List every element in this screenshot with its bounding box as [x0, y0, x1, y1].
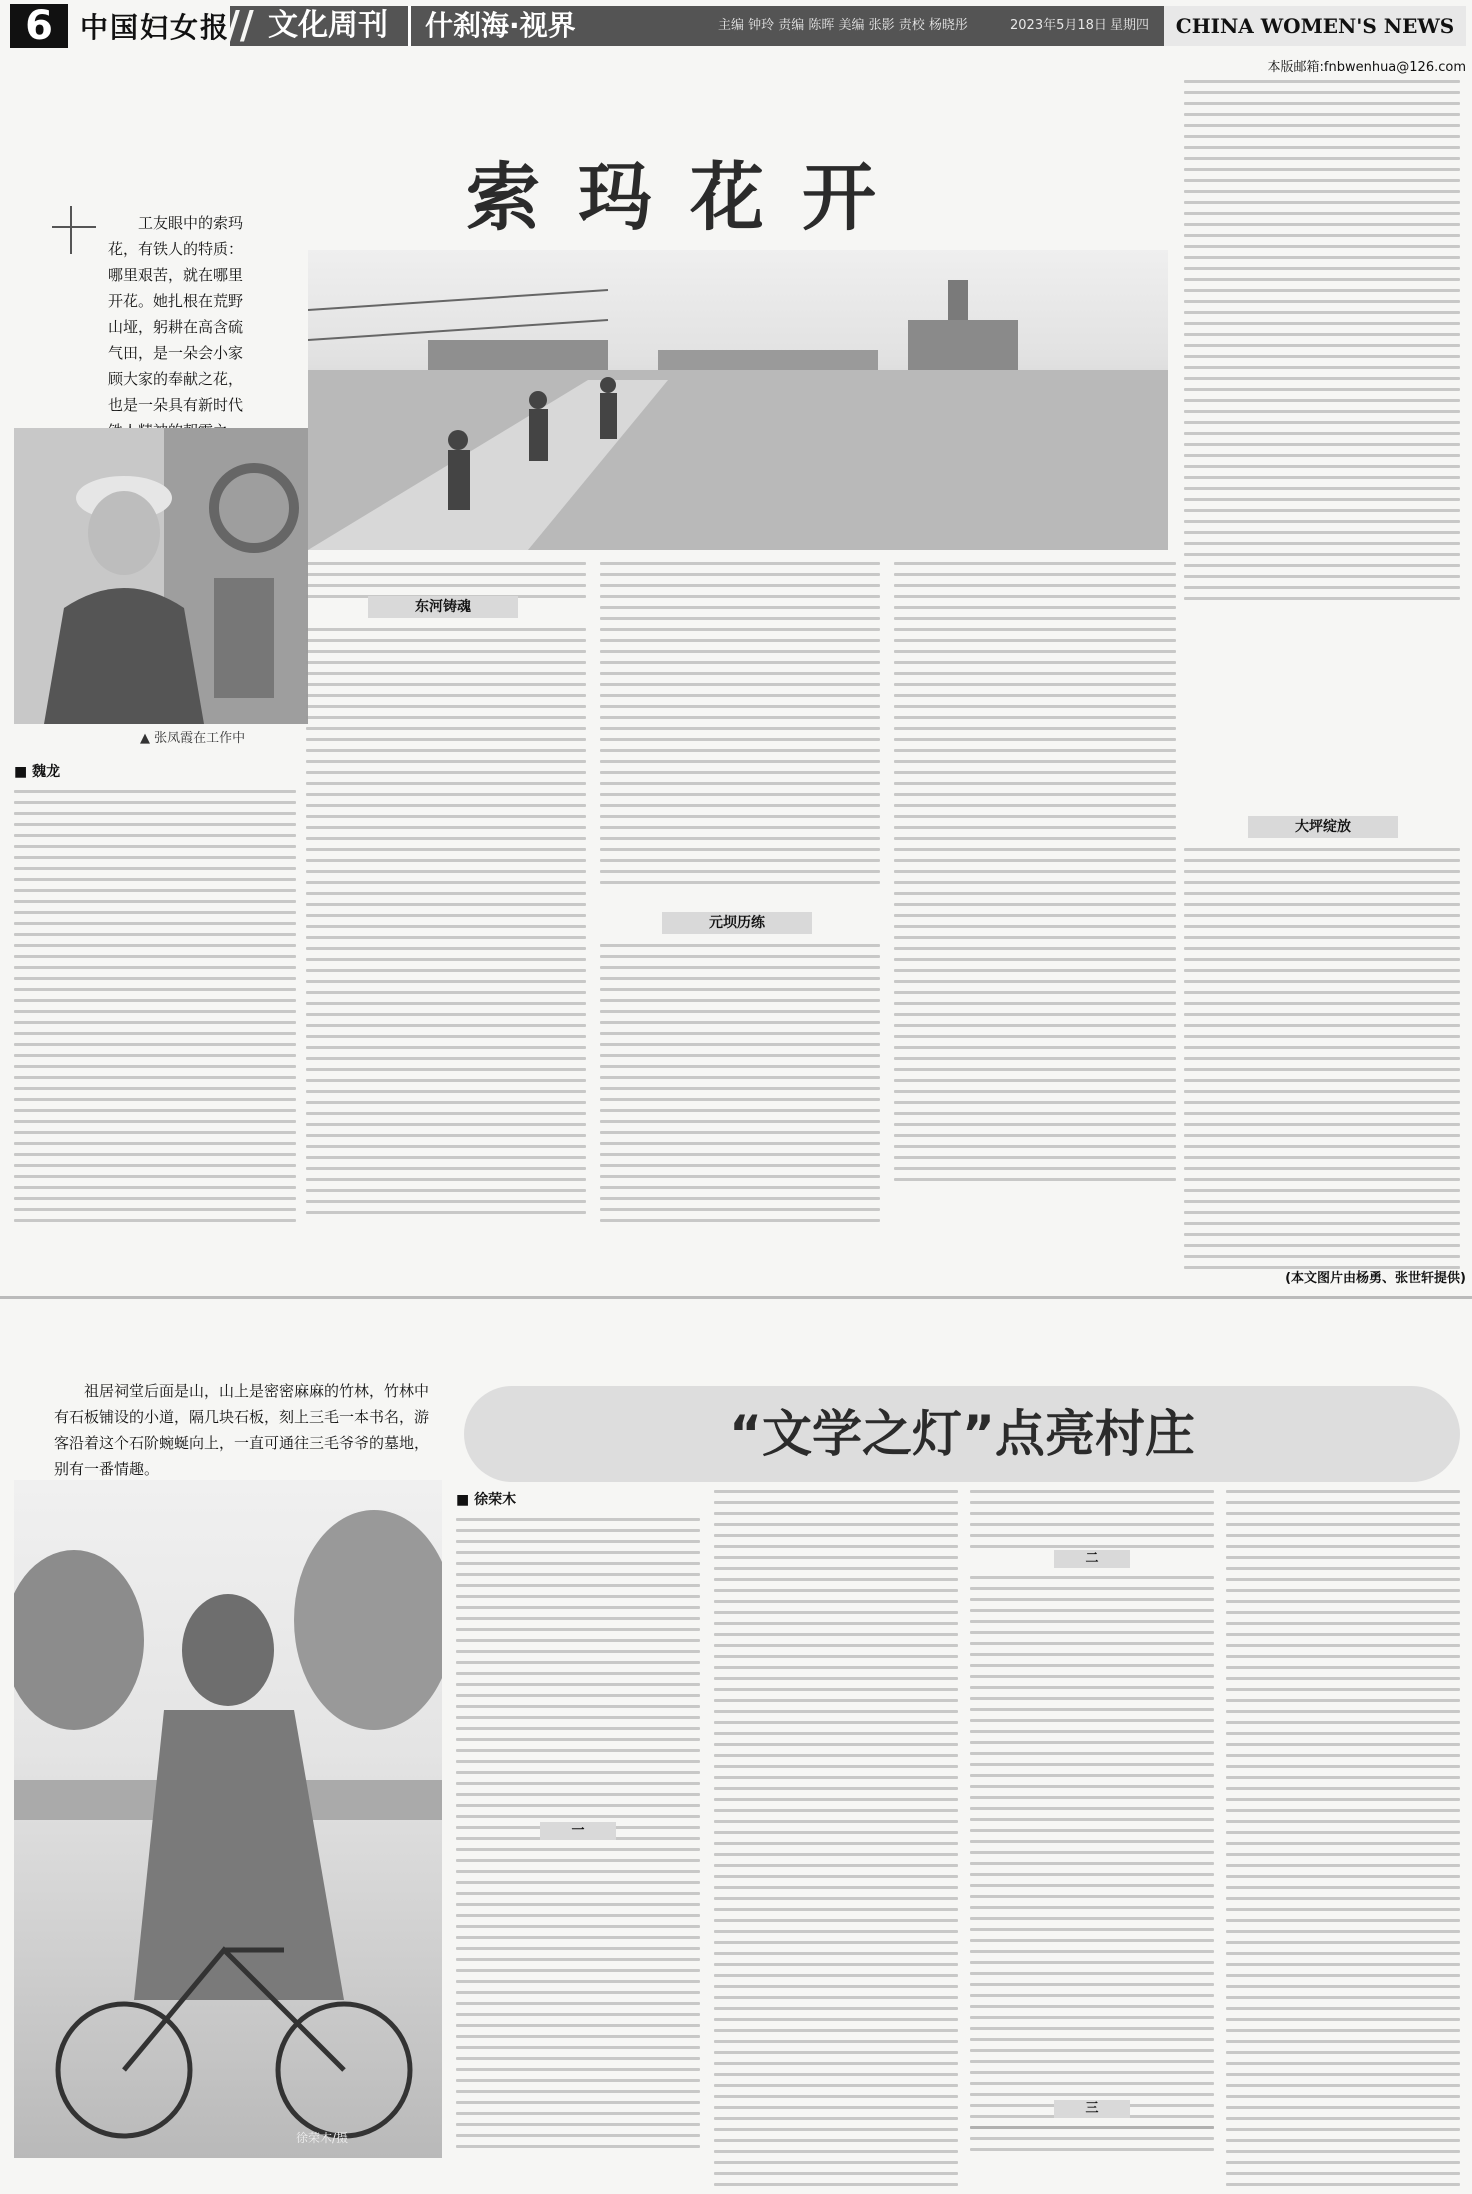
article2-col1: [456, 1518, 700, 1848]
sanmao-statue-photo: [14, 1480, 442, 2158]
byline: ■ 魏龙: [14, 764, 61, 780]
lead-quote: 工友眼中的索玛花，有铁人的特质：哪里艰苦，就在哪里开花。她扎根在荒野山垭，躬耕在高含硫气田，是一朵会小家顾大家的奉献之花，也是一朵具有新时代: [108, 214, 244, 414]
article2-lead-quote: 祖居祠堂后面是山，山上是密密麻麻的竹林，竹林中有石板铺设的小道，隔几块石板，刻上三毛一本书名，游客沿着这个石阶蜿蜒向上，一直可通往三毛爷爷的墓地，别有一番情趣。: [54, 1382, 430, 1478]
article2-col2: [714, 1490, 958, 2194]
article1-col3b: [600, 944, 880, 1230]
divider-slash-icon: //: [226, 3, 254, 47]
article2-byline: ■ 徐荣木: [456, 1492, 517, 1508]
article2-col3b: [970, 1576, 1214, 2137]
worker-portrait-photo: [14, 428, 308, 724]
statue-photo-credit: 徐荣木/摄: [296, 2131, 349, 2145]
section-separator: [0, 1296, 1472, 1299]
oilfield-scene: [308, 250, 1168, 550]
subhead-yuanba: 元坝历练: [662, 912, 812, 934]
issue-date: 2023年5月18日: [1010, 18, 1107, 33]
portrait-caption: ▲ 张凤霞在工作中: [140, 731, 246, 746]
article2-title: “文学之灯”点亮村庄: [729, 1405, 1195, 1463]
column-title: 什刹海·视界: [408, 6, 576, 46]
page-number: 6: [10, 4, 68, 48]
article1-col1: [14, 790, 296, 1230]
article1-col3: [600, 562, 880, 892]
article2-col4: [1226, 1490, 1460, 2194]
subhead-one: 一: [540, 1822, 616, 1840]
article1-col5b: [1184, 848, 1460, 1277]
article2-col1b: [456, 1848, 700, 2156]
article2-col3c: [970, 2126, 1214, 2159]
article2-col3: [970, 1490, 1214, 1556]
article-title: 索玛花开: [466, 155, 914, 241]
section-title: 文化周刊: [268, 8, 388, 43]
subhead-donghe: 东河铸魂: [368, 596, 518, 618]
english-paper-name: CHINA WOMEN'S NEWS: [1164, 6, 1466, 46]
photo-credit: (本文图片由杨勇、张世轩提供): [1285, 1271, 1466, 1286]
paper-name-logo: 中国妇女报: [80, 11, 231, 44]
article1-col5: [1184, 80, 1460, 608]
issue-weekday: 星期四: [1110, 18, 1150, 33]
subhead-two: 二: [1054, 1550, 1130, 1568]
subhead-three: 三: [1054, 2100, 1130, 2118]
quote-mark-icon: [52, 206, 96, 254]
subhead-daping: 大坪绽放: [1248, 816, 1398, 838]
oilfield-photo: [308, 250, 1168, 550]
article1-col2b: [306, 628, 586, 1222]
article1-col4: [894, 562, 1176, 1189]
editor-credits: 主编 钟玲 责编 陈晖 美编 张影 责校 杨晓彤: [718, 18, 968, 33]
section-email: 本版邮箱:fnbwenhua@126.com: [1267, 60, 1466, 75]
